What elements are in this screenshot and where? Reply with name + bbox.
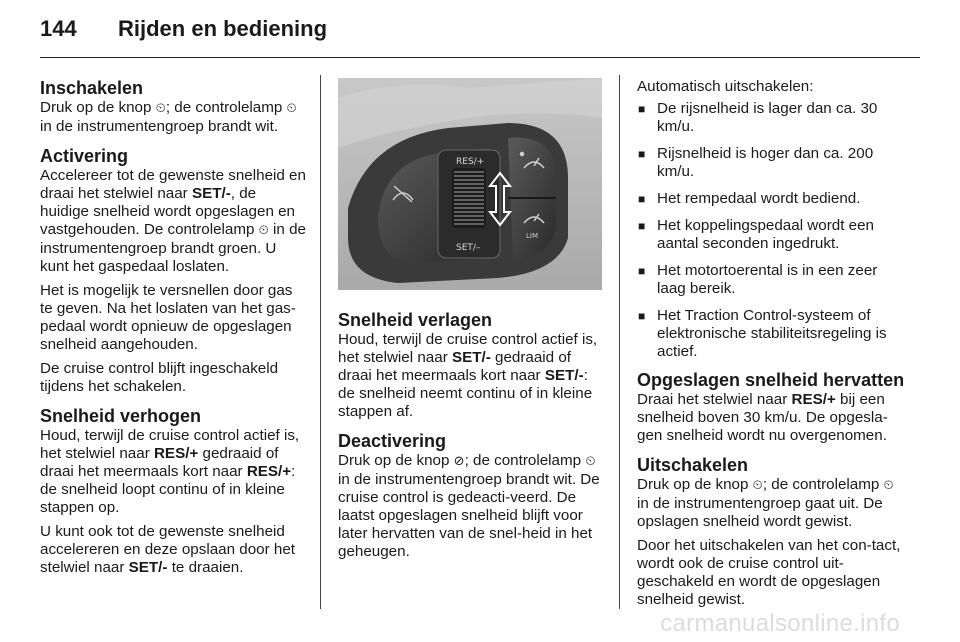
cruise-control-icon: ⏲ [286,101,297,116]
column-divider [320,75,321,609]
paragraph: Door het uitschakelen van het con-tact, wordt ook de cruise control uit-geschakeld en wordt de opgeslagen snelheid gewist. [637,537,901,608]
paragraph: Houd, terwijl de cruise control actief is, het stelwiel naar SET/- gedraaid of draai het meermaals kort naar SET/-: de snelheid neemt continu of in kleine stappen af. [338,331,598,420]
list-item: ■ De rijsnelheid is lager dan ca. 30 km/u. [637,100,905,136]
paragraph: Accelereer tot de gewenste snelheid en draai het stelwiel naar SET/-, de huidige snelheid wordt opgeslagen en vastgehouden. De controlelamp ⏲ in de instrumentengroep brandt groen. U kunt het gaspedaal loslaten. [40,167,306,275]
page-title: Rijden en bediening [118,16,328,41]
column-divider [619,75,620,609]
column-2 [338,78,604,571]
paragraph: Automatisch uitschakelen: [637,78,814,95]
steering-wheel-control-photo [338,78,602,290]
paragraph: U kunt ook tot de gewenste snelheid accelereren en deze opslaan door het stelwiel naar SET/- te draaien. [40,523,295,576]
cruise-control-icon: ⏲ [883,478,894,493]
list-item: ■ Het koppelingspedaal wordt een aantal seconden ingedrukt. [637,217,905,253]
column-3 [637,78,905,619]
section-heading: Snelheid verhogen [40,406,202,426]
section-heading: Snelheid verlagen [338,310,493,330]
section-heading: Activering [40,146,129,166]
paragraph: Druk op de knop ⏲; de controlelamp ⏲ in de instrumentengroep gaat uit. De opslagen snelheid wordt gewist. [637,476,894,530]
header-rule [40,57,920,58]
cruise-cancel-icon: ⊘ [453,454,465,469]
cruise-control-icon: ⏲ [155,101,166,116]
steering-wheel-control-illustration [338,78,602,290]
paragraph: Het is mogelijk te versnellen door gas te geven. Na het loslaten van het gas-pedaal wordt opnieuw de opgeslagen snelheid aangehouden. [40,282,296,353]
section-heading: Uitschakelen [637,455,749,475]
cruise-control-icon: ⏲ [258,223,269,238]
bullet-list [637,100,905,361]
watermark: carmanualsonline.info [660,610,900,637]
list-item: ■ Het Traction Control-systeem of elektronische stabiliteitsregeling is actief. [637,307,905,361]
section-heading: Opgeslagen snelheid hervatten [637,370,905,390]
set-label: SET/– [456,243,481,253]
paragraph: Houd, terwijl de cruise control actief is, het stelwiel naar RES/+ gedraaid of draai het meermaals kort naar RES/+: de snelheid loopt continu of in kleine stappen op. [40,427,300,516]
cruise-control-icon: ⏲ [585,454,596,469]
column-1 [40,78,306,587]
paragraph: De cruise control blijft ingeschakeld tijdens het schakelen. [40,360,279,395]
paragraph: Draai het stelwiel naar RES/+ bij een snelheid boven 30 km/u. De opgesla-gen snelheid wordt nu overgenomen. [637,391,888,444]
section-heading: Inschakelen [40,78,144,98]
list-item: ■ Rijsnelheid is hoger dan ca. 200 km/u. [637,145,905,181]
paragraph: Druk op de knop ⏲; de controlelamp ⏲ in de instrumentengroep brandt wit. [40,99,297,135]
res-label: RES/+ [456,157,485,167]
page-number: 144 [40,16,77,41]
list-item: ■ Het rempedaal wordt bediend. [637,190,905,208]
paragraph: Druk op de knop ⊘; de controlelamp ⏲ in de instrumentengroep brandt wit. De cruise control is gedeacti-veerd. De laatst opgeslagen snelheid blijft voor later hervatten van de snel-heid in het geheugen. [338,452,600,560]
section-heading: Deactivering [338,431,447,451]
lim-label: LIM [526,232,539,240]
cruise-control-icon: ⏲ [752,478,763,493]
page-header [40,16,327,42]
list-item: ■ Het motortoerental is in een zeer laag bereik. [637,262,905,298]
